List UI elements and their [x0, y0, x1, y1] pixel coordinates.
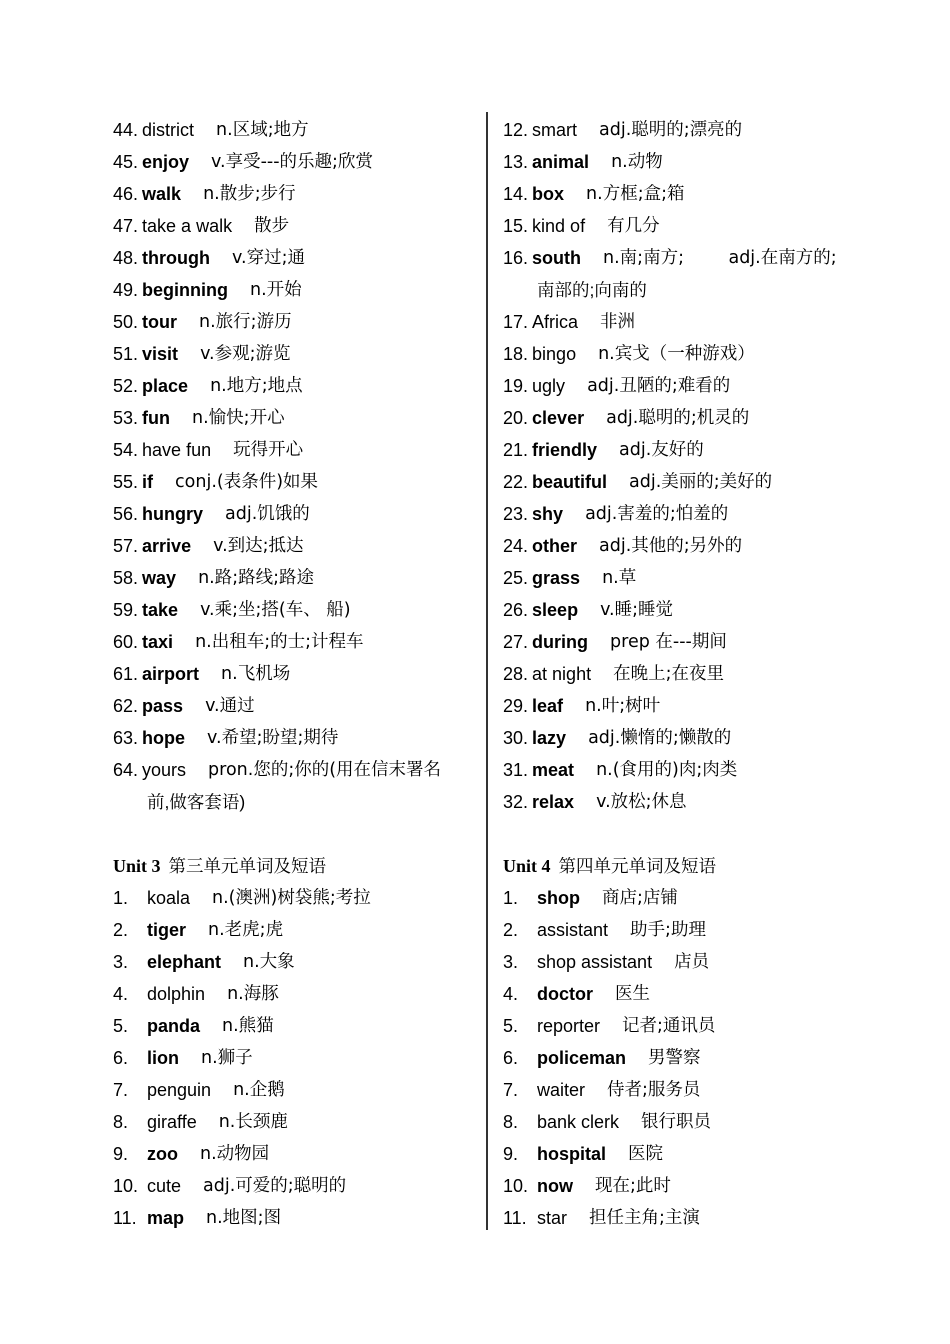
- entry-word: cute: [147, 1176, 182, 1196]
- entry-definition: adj.聪明的;机灵的: [606, 408, 750, 428]
- vocab-entry: [503, 370, 873, 402]
- vocab-list-unit4: [503, 882, 873, 1234]
- vocab-entry: [503, 882, 873, 914]
- vocab-entry: [503, 306, 873, 338]
- entry-number: 49.: [113, 280, 139, 300]
- vocab-entry: [113, 1138, 478, 1170]
- vocab-entry: [503, 722, 873, 754]
- vocab-entry: [113, 274, 478, 306]
- entry-word: during: [532, 632, 589, 652]
- vocab-entry: [113, 754, 478, 818]
- entry-definition: n.(澳洲)树袋熊;考拉: [212, 888, 371, 908]
- vocab-entry: [503, 402, 873, 434]
- entry-number: 18.: [503, 344, 529, 364]
- entry-number: 48.: [113, 248, 139, 268]
- entry-number: 3.: [503, 952, 519, 972]
- entry-definition: adj.美丽的;美好的: [629, 472, 773, 492]
- entry-word: reporter: [537, 1016, 601, 1036]
- vocab-entry: [113, 882, 478, 914]
- entry-definition: 店员: [674, 952, 710, 972]
- vocab-entry: [113, 242, 478, 274]
- vocab-entry: [503, 754, 873, 786]
- entry-word: lion: [147, 1048, 179, 1068]
- vocab-entry: [503, 978, 873, 1010]
- vocab-entry: [503, 658, 873, 690]
- entry-definition: 玩得开心: [233, 440, 304, 460]
- entry-word: relax: [532, 792, 575, 812]
- unit-title: 第三单元单词及短语: [168, 857, 327, 877]
- entry-word: lazy: [532, 728, 567, 748]
- vocab-entry: [503, 114, 873, 146]
- entry-number: 5.: [503, 1016, 519, 1036]
- entry-word: way: [142, 568, 177, 588]
- entry-definition: n.路;路线;路途: [198, 568, 315, 588]
- entry-number: 23.: [503, 504, 529, 524]
- entry-word: smart: [532, 120, 578, 140]
- entry-definition: adj.聪明的;漂亮的: [599, 120, 743, 140]
- entry-definition-continued: 前,做客套语): [147, 792, 246, 812]
- entry-number: 3.: [113, 952, 129, 972]
- entry-number: 27.: [503, 632, 529, 652]
- entry-number: 15.: [503, 216, 529, 236]
- vocab-list-unit2-cont: [113, 114, 478, 818]
- vocab-entry: [113, 402, 478, 434]
- entry-number: 16.: [503, 248, 529, 268]
- entry-number: 8.: [503, 1112, 519, 1132]
- entry-definition: adj.友好的: [619, 440, 704, 460]
- vocab-list-unit3-cont: [503, 114, 873, 818]
- entry-word: if: [142, 472, 154, 492]
- entry-word: leaf: [532, 696, 564, 716]
- entry-word: walk: [142, 184, 182, 204]
- vocab-entry: [503, 786, 873, 818]
- entry-number: 11.: [503, 1208, 527, 1228]
- entry-definition: n.宾戈（一种游戏）: [598, 344, 755, 364]
- entry-word: star: [537, 1208, 568, 1228]
- entry-word: fun: [142, 408, 171, 428]
- entry-definition: 银行职员: [641, 1112, 712, 1132]
- vocab-entry: [503, 1042, 873, 1074]
- entry-word: shop: [537, 888, 580, 908]
- entry-word: penguin: [147, 1080, 212, 1100]
- vocab-entry: [113, 594, 478, 626]
- vocab-entry: [113, 306, 478, 338]
- entry-word: kind of: [532, 216, 586, 236]
- vocab-entry: [113, 210, 478, 242]
- vocab-entry: [503, 1170, 873, 1202]
- entry-definition: adj.其他的;另外的: [599, 536, 743, 556]
- entry-number: 7.: [503, 1080, 519, 1100]
- entry-word: policeman: [537, 1048, 627, 1068]
- vocab-entry: [113, 434, 478, 466]
- entry-number: 11.: [113, 1208, 137, 1228]
- entry-word: visit: [142, 344, 179, 364]
- entry-definition: 散步: [254, 216, 290, 236]
- right-column: [503, 114, 873, 1234]
- entry-word: through: [142, 248, 211, 268]
- entry-definition: n.动物园: [200, 1144, 270, 1164]
- vocab-entry: [113, 370, 478, 402]
- entry-word: at night: [532, 664, 592, 684]
- entry-definition: conj.(表条件)如果: [175, 472, 319, 492]
- vocab-entry: [503, 626, 873, 658]
- entry-number: 9.: [113, 1144, 129, 1164]
- entry-word: place: [142, 376, 189, 396]
- entry-word: dolphin: [147, 984, 206, 1004]
- vocab-list-unit3: [113, 882, 478, 1234]
- vocab-entry: [503, 338, 873, 370]
- vocab-entry: [113, 178, 478, 210]
- entry-word: take: [142, 600, 179, 620]
- entry-definition: 担任主角;主演: [589, 1208, 700, 1228]
- vocab-entry: [503, 146, 873, 178]
- vocab-entry: [113, 946, 478, 978]
- spacer: [503, 818, 873, 850]
- entry-word: take a walk: [142, 216, 233, 236]
- entry-number: 8.: [113, 1112, 129, 1132]
- vocab-entry: [113, 146, 478, 178]
- entry-definition: 非洲: [600, 312, 636, 332]
- entry-definition: n.方框;盒;箱: [586, 184, 685, 204]
- entry-definition: n.(食用的)肉;肉类: [596, 760, 738, 780]
- entry-definition: n.狮子: [201, 1048, 253, 1068]
- entry-number: 14.: [503, 184, 529, 204]
- entry-definition: adj.饥饿的: [225, 504, 310, 524]
- entry-word: koala: [147, 888, 191, 908]
- entry-word: other: [532, 536, 578, 556]
- entry-word: now: [537, 1176, 573, 1196]
- entry-word: pass: [142, 696, 184, 716]
- entry-definition: adj.懒惰的;懒散的: [588, 728, 732, 748]
- entry-word: shy: [532, 504, 564, 524]
- entry-word: hope: [142, 728, 186, 748]
- entry-number: 32.: [503, 792, 529, 812]
- entry-definition: n.区域;地方: [216, 120, 309, 140]
- entry-word: bingo: [532, 344, 577, 364]
- entry-word: box: [532, 184, 565, 204]
- entry-word: meat: [532, 760, 575, 780]
- vocab-entry: [113, 1074, 478, 1106]
- entry-definition: n.飞机场: [221, 664, 291, 684]
- entry-number: 9.: [503, 1144, 519, 1164]
- vocab-entry: [113, 1010, 478, 1042]
- entry-number: 53.: [113, 408, 139, 428]
- entry-number: 7.: [113, 1080, 129, 1100]
- entry-definition: n.愉快;开心: [192, 408, 285, 428]
- vocab-entry: [113, 1202, 478, 1234]
- entry-definition: n.大象: [243, 952, 295, 972]
- entry-definition: adj.害羞的;怕羞的: [585, 504, 729, 524]
- entry-word: beginning: [142, 280, 229, 300]
- vocab-entry: [113, 114, 478, 146]
- entry-word: clever: [532, 408, 585, 428]
- entry-word: airport: [142, 664, 200, 684]
- entry-word: map: [147, 1208, 185, 1228]
- entry-number: 30.: [503, 728, 529, 748]
- entry-word: grass: [532, 568, 581, 588]
- entry-number: 50.: [113, 312, 139, 332]
- entry-word: tiger: [147, 920, 187, 940]
- entry-number: 29.: [503, 696, 529, 716]
- entry-definition: v.通过: [205, 696, 255, 716]
- entry-word: have fun: [142, 440, 212, 460]
- vocab-entry: [503, 1074, 873, 1106]
- entry-definition: 商店;店铺: [602, 888, 678, 908]
- entry-definition: n.长颈鹿: [218, 1112, 288, 1132]
- entry-definition: n.海豚: [227, 984, 279, 1004]
- spacer: [113, 818, 478, 850]
- entry-definition: n.出租车;的士;计程车: [195, 632, 364, 652]
- entry-definition: v.放松;休息: [596, 792, 687, 812]
- vocab-entry: [503, 914, 873, 946]
- entry-definition-continued: 南部的;向南的: [537, 280, 647, 300]
- entry-definition: v.到达;抵达: [213, 536, 304, 556]
- entry-definition: 医生: [615, 984, 650, 1004]
- entry-word: Africa: [532, 312, 579, 332]
- entry-word: south: [532, 248, 582, 268]
- vocab-entry: [503, 466, 873, 498]
- entry-definition: n.地图;图: [206, 1208, 282, 1228]
- entry-number: 5.: [113, 1016, 129, 1036]
- entry-definition: v.穿过;通: [232, 248, 305, 268]
- vocab-entry: [113, 466, 478, 498]
- entry-definition: n.熊猫: [222, 1016, 274, 1036]
- entry-number: 6.: [113, 1048, 129, 1068]
- entry-number: 20.: [503, 408, 529, 428]
- vocab-entry: [503, 1106, 873, 1138]
- entry-definition: n.地方;地点: [210, 376, 303, 396]
- entry-number: 60.: [113, 632, 139, 652]
- entry-number: 13.: [503, 152, 529, 172]
- entry-definition: n.开始: [250, 280, 302, 300]
- entry-number: 51.: [113, 344, 139, 364]
- entry-number: 54.: [113, 440, 139, 460]
- vocab-entry: [113, 1106, 478, 1138]
- vocab-entry: [113, 1042, 478, 1074]
- entry-definition: v.睡;睡觉: [600, 600, 674, 620]
- vocab-entry: [503, 178, 873, 210]
- entry-word: giraffe: [147, 1112, 197, 1132]
- entry-word: ugly: [532, 376, 566, 396]
- vocab-entry: [503, 1202, 873, 1234]
- entry-number: 1.: [113, 888, 129, 908]
- entry-number: 31.: [503, 760, 529, 780]
- entry-definition: 医院: [628, 1144, 664, 1164]
- entry-definition: 记者;通讯员: [622, 1016, 716, 1036]
- entry-number: 25.: [503, 568, 529, 588]
- vocab-entry: [113, 722, 478, 754]
- entry-number: 45.: [113, 152, 139, 172]
- column-divider: [486, 112, 488, 1230]
- entry-word: beautiful: [532, 472, 608, 492]
- entry-definition: v.希望;盼望;期待: [207, 728, 339, 748]
- entry-number: 59.: [113, 600, 139, 620]
- vocab-entry: [113, 658, 478, 690]
- entry-number: 10.: [503, 1176, 529, 1196]
- entry-word: friendly: [532, 440, 598, 460]
- entry-definition: n.叶;树叶: [585, 696, 661, 716]
- entry-definition: n.南;南方; adj.在南方的;: [603, 248, 837, 268]
- vocab-entry: [503, 434, 873, 466]
- entry-number: 24.: [503, 536, 529, 556]
- entry-definition: 男警察: [648, 1048, 701, 1068]
- vocab-entry: [503, 210, 873, 242]
- entry-definition: v.参观;游览: [200, 344, 291, 364]
- vocab-entry: [113, 626, 478, 658]
- entry-number: 55.: [113, 472, 139, 492]
- entry-definition: adj.丑陋的;难看的: [587, 376, 731, 396]
- vocab-entry: [503, 690, 873, 722]
- entry-number: 28.: [503, 664, 529, 684]
- entry-number: 1.: [503, 888, 519, 908]
- entry-number: 21.: [503, 440, 529, 460]
- entry-word: taxi: [142, 632, 174, 652]
- entry-definition: 现在;此时: [595, 1176, 671, 1196]
- entry-word: doctor: [537, 984, 593, 1004]
- entry-number: 64.: [113, 760, 139, 780]
- entry-number: 57.: [113, 536, 139, 556]
- entry-definition: 助手;助理: [630, 920, 706, 940]
- entry-definition: n.散步;步行: [203, 184, 296, 204]
- unit-title: 第四单元单词及短语: [558, 857, 717, 877]
- entry-definition: v.享受---的乐趣;欣赏: [211, 152, 373, 172]
- entry-definition: n.草: [602, 568, 637, 588]
- entry-word: enjoy: [142, 152, 190, 172]
- entry-word: elephant: [147, 952, 222, 972]
- entry-word: arrive: [142, 536, 192, 556]
- entry-number: 47.: [113, 216, 139, 236]
- entry-number: 4.: [503, 984, 519, 1004]
- entry-number: 62.: [113, 696, 139, 716]
- vocab-entry: [503, 242, 873, 306]
- entry-word: bank clerk: [537, 1112, 620, 1132]
- entry-number: 61.: [113, 664, 139, 684]
- entry-word: hungry: [142, 504, 204, 524]
- vocab-entry: [503, 498, 873, 530]
- unit-label: Unit 3: [113, 856, 161, 876]
- entry-definition: 有几分: [607, 216, 660, 236]
- entry-definition: pron.您的;你的(用在信末署名: [208, 760, 442, 780]
- entry-word: district: [142, 120, 195, 140]
- entry-number: 46.: [113, 184, 139, 204]
- entry-word: hospital: [537, 1144, 607, 1164]
- left-column: [113, 114, 478, 1234]
- entry-definition: 在晚上;在夜里: [613, 664, 724, 684]
- entry-definition: adj.可爱的;聪明的: [203, 1176, 347, 1196]
- entry-number: 12.: [503, 120, 529, 140]
- entry-number: 44.: [113, 120, 139, 140]
- vocab-entry: [113, 1170, 478, 1202]
- vocab-entry: [503, 530, 873, 562]
- entry-number: 17.: [503, 312, 529, 332]
- entry-word: waiter: [537, 1080, 586, 1100]
- entry-word: tour: [142, 312, 178, 332]
- vocab-entry: [503, 562, 873, 594]
- entry-definition: n.企鹅: [233, 1080, 285, 1100]
- vocab-entry: [113, 530, 478, 562]
- entry-definition: n.旅行;游历: [199, 312, 292, 332]
- entry-number: 4.: [113, 984, 129, 1004]
- entry-number: 19.: [503, 376, 529, 396]
- entry-number: 56.: [113, 504, 139, 524]
- entry-word: yours: [142, 760, 187, 780]
- entry-word: panda: [147, 1016, 201, 1036]
- vocab-entry: [503, 1138, 873, 1170]
- unit-heading: [113, 850, 478, 882]
- entry-word: assistant: [537, 920, 609, 940]
- entry-word: animal: [532, 152, 590, 172]
- entry-definition: n.老虎;虎: [208, 920, 284, 940]
- entry-number: 58.: [113, 568, 139, 588]
- entry-number: 63.: [113, 728, 139, 748]
- unit-label: Unit 4: [503, 856, 551, 876]
- vocab-entry: [113, 338, 478, 370]
- entry-number: 10.: [113, 1176, 139, 1196]
- entry-definition: 侍者;服务员: [607, 1080, 701, 1100]
- unit-heading: [503, 850, 873, 882]
- vocab-entry: [113, 562, 478, 594]
- entry-word: shop assistant: [537, 952, 653, 972]
- entry-definition: v.乘;坐;搭(车、 船): [200, 600, 351, 620]
- entry-number: 22.: [503, 472, 529, 492]
- entry-word: zoo: [147, 1144, 178, 1164]
- entry-number: 52.: [113, 376, 139, 396]
- entry-number: 26.: [503, 600, 529, 620]
- vocab-entry: [113, 978, 478, 1010]
- vocab-entry: [503, 594, 873, 626]
- vocab-entry: [503, 946, 873, 978]
- entry-definition: n.动物: [611, 152, 663, 172]
- entry-word: sleep: [532, 600, 579, 620]
- entry-number: 6.: [503, 1048, 519, 1068]
- vocab-entry: [113, 498, 478, 530]
- vocab-entry: [503, 1010, 873, 1042]
- entry-number: 2.: [503, 920, 519, 940]
- vocab-entry: [113, 914, 478, 946]
- vocab-entry: [113, 690, 478, 722]
- entry-number: 2.: [113, 920, 129, 940]
- entry-definition: prep 在---期间: [610, 632, 727, 652]
